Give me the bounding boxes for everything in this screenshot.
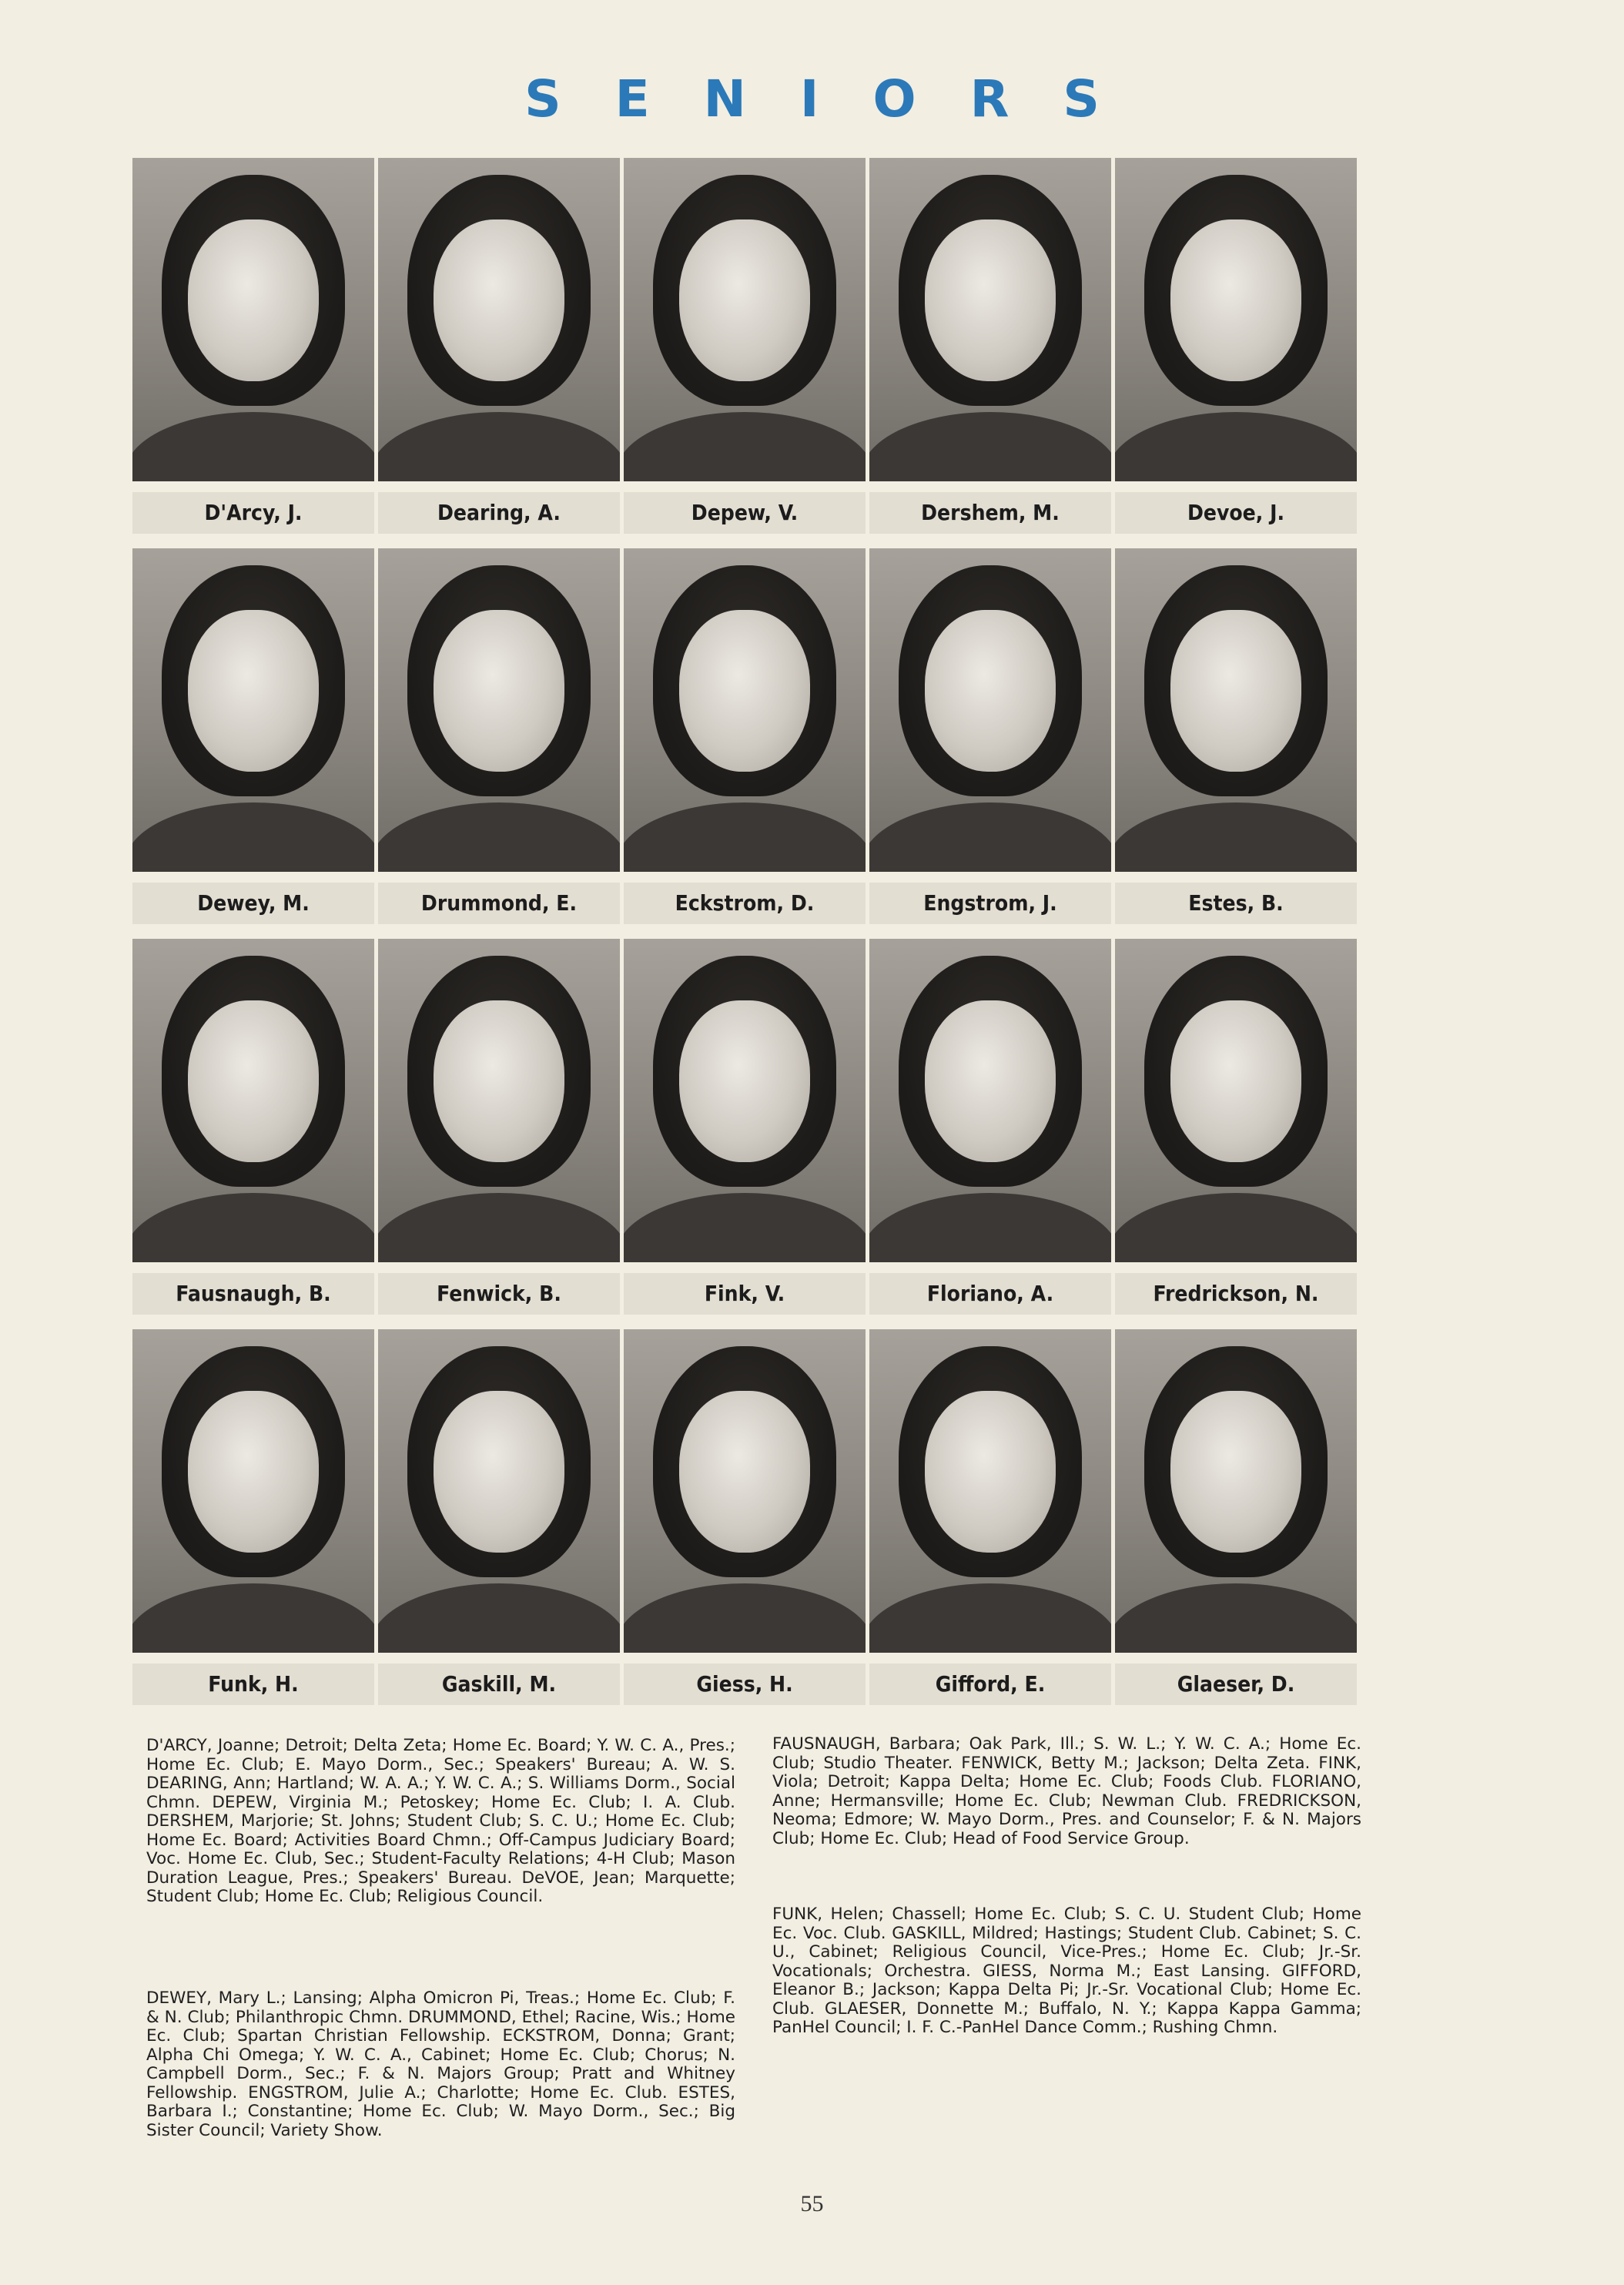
portrait-shoulders bbox=[869, 1193, 1111, 1262]
portrait-row bbox=[132, 1329, 1358, 1720]
portrait-card bbox=[624, 548, 866, 926]
name-caption: Giess, H. bbox=[624, 1663, 866, 1705]
name-caption: Devoe, J. bbox=[1115, 492, 1357, 534]
portrait-photo bbox=[378, 548, 620, 872]
portrait-photo bbox=[1115, 939, 1357, 1262]
portrait-face bbox=[434, 610, 564, 772]
portrait-card bbox=[1115, 939, 1357, 1316]
portrait-face bbox=[434, 1000, 564, 1162]
portrait-photo bbox=[1115, 158, 1357, 481]
portrait-shoulders bbox=[378, 1583, 620, 1653]
portrait-face bbox=[188, 1391, 319, 1553]
portrait-card bbox=[378, 158, 620, 535]
portrait-face bbox=[679, 1000, 810, 1162]
portrait-face bbox=[434, 219, 564, 381]
portrait-shoulders bbox=[869, 1583, 1111, 1653]
name-caption: Dewey, M. bbox=[132, 883, 374, 924]
name-caption: D'Arcy, J. bbox=[132, 492, 374, 534]
portrait-shoulders bbox=[1115, 802, 1357, 872]
portrait-face bbox=[1170, 1391, 1301, 1553]
name-caption: Gaskill, M. bbox=[378, 1663, 620, 1705]
portrait-shoulders bbox=[624, 412, 866, 481]
name-caption: Fausnaugh, B. bbox=[132, 1273, 374, 1315]
portrait-photo bbox=[378, 158, 620, 481]
portrait-card bbox=[869, 158, 1111, 535]
portrait-card bbox=[378, 548, 620, 926]
portrait-face bbox=[925, 1000, 1056, 1162]
portrait-shoulders bbox=[378, 802, 620, 872]
portrait-card bbox=[1115, 158, 1357, 535]
portrait-shoulders bbox=[869, 802, 1111, 872]
name-caption: Funk, H. bbox=[132, 1663, 374, 1705]
name-caption: Glaeser, D. bbox=[1115, 1663, 1357, 1705]
name-caption: Eckstrom, D. bbox=[624, 883, 866, 924]
bio-paragraph: FAUSNAUGH, Barbara; Oak Park, Ill.; S. W. L.; Y. W. C. A.; Home Ec. Club; Studio Theater. FENWICK, Betty M.; Jackson; Delta Zeta. FINK, Viola; Detroit; Kappa Delta; Home Ec. Club; Foods Club. FLORIANO, Anne; Hermansville; Home Ec. Club; Newman Club. FREDRICKSON, Neoma; Edmore; W. Mayo Dorm., Pres. and Counselor; F. & N. Majors Club; Home Ec. Club; Head of Food Service Group. bbox=[772, 1734, 1361, 1848]
portrait-photo bbox=[869, 548, 1111, 872]
portrait-grid bbox=[132, 158, 1358, 1720]
portrait-photo bbox=[378, 939, 620, 1262]
portrait-face bbox=[679, 1391, 810, 1553]
page-number: 55 bbox=[800, 2191, 824, 2216]
name-caption: Fenwick, B. bbox=[378, 1273, 620, 1315]
name-caption: Floriano, A. bbox=[869, 1273, 1111, 1315]
portrait-photo bbox=[1115, 548, 1357, 872]
portrait-card bbox=[624, 158, 866, 535]
portrait-photo bbox=[869, 939, 1111, 1262]
portrait-shoulders bbox=[1115, 1583, 1357, 1653]
portrait-card bbox=[378, 1329, 620, 1707]
portrait-face bbox=[679, 219, 810, 381]
page-title: SENIORS bbox=[524, 69, 1154, 129]
name-caption: Fredrickson, N. bbox=[1115, 1273, 1357, 1315]
portrait-face bbox=[188, 219, 319, 381]
portrait-shoulders bbox=[132, 802, 374, 872]
portrait-card bbox=[132, 158, 374, 535]
portrait-photo bbox=[132, 939, 374, 1262]
name-caption: Estes, B. bbox=[1115, 883, 1357, 924]
portrait-card bbox=[378, 939, 620, 1316]
portrait-photo bbox=[624, 158, 866, 481]
portrait-shoulders bbox=[624, 1193, 866, 1262]
portrait-face bbox=[925, 219, 1056, 381]
portrait-shoulders bbox=[869, 412, 1111, 481]
portrait-face bbox=[188, 610, 319, 772]
name-caption: Dershem, M. bbox=[869, 492, 1111, 534]
portrait-photo bbox=[624, 1329, 866, 1653]
portrait-face bbox=[925, 610, 1056, 772]
name-caption: Dearing, A. bbox=[378, 492, 620, 534]
portrait-photo bbox=[378, 1329, 620, 1653]
name-caption: Depew, V. bbox=[624, 492, 866, 534]
name-caption: Engstrom, J. bbox=[869, 883, 1111, 924]
portrait-photo bbox=[624, 548, 866, 872]
portrait-photo bbox=[1115, 1329, 1357, 1653]
portrait-card bbox=[132, 1329, 374, 1707]
portrait-card bbox=[1115, 548, 1357, 926]
bio-paragraph: D'ARCY, Joanne; Detroit; Delta Zeta; Home Ec. Board; Y. W. C. A., Pres.; Home Ec. Club; E. Mayo Dorm., Sec.; Speakers' Bureau; A. W. S. DEARING, Ann; Hartland; W. A. A.; Y. W. C. A.; S. Williams Dorm., Social Chmn. DEPEW, Virginia M.; Petoskey; Home Ec. Club; I. A. Club. DERSHEM, Marjorie; St. Johns; Student Club; S. C. U.; Home Ec. Club; Home Ec. Board; Activities Board Chmn.; Off-Campus Judiciary Board; Voc. Home Ec. Club, Sec.; Student-Faculty Relations; 4-H Club; Mason Duration League, Pres.; Speakers' Bureau. DeVOE, Jean; Marquette; Student Club; Home Ec. Club; Religious Council. bbox=[146, 1736, 735, 1906]
bio-paragraph: DEWEY, Mary L.; Lansing; Alpha Omicron Pi, Treas.; Home Ec. Club; F. & N. Club; Philanthropic Chmn. DRUMMOND, Ethel; Racine, Wis.; Home Ec. Club; Spartan Christian Fellowship. ECKSTROM, Donna; Grant; Alpha Chi Omega; Y. W. C. A., Cabinet; Home Ec. Club; Chorus; N. Campbell Dorm., Sec.; F. & N. Majors Group; Pratt and Whitney Fellowship. ENGSTROM, Julie A.; Charlotte; Home Ec. Club. ESTES, Barbara I.; Constantine; Home Ec. Club; W. Mayo Dorm., Sec.; Big Sister Council; Variety Show. bbox=[146, 1988, 735, 2140]
portrait-photo bbox=[132, 548, 374, 872]
portrait-face bbox=[1170, 219, 1301, 381]
portrait-face bbox=[1170, 610, 1301, 772]
portrait-photo bbox=[869, 158, 1111, 481]
portrait-photo bbox=[869, 1329, 1111, 1653]
portrait-card bbox=[132, 939, 374, 1316]
portrait-shoulders bbox=[132, 1583, 374, 1653]
portrait-row bbox=[132, 548, 1358, 939]
portrait-shoulders bbox=[132, 1193, 374, 1262]
portrait-card bbox=[624, 939, 866, 1316]
portrait-shoulders bbox=[1115, 412, 1357, 481]
portrait-card bbox=[869, 1329, 1111, 1707]
portrait-photo bbox=[624, 939, 866, 1262]
portrait-row bbox=[132, 939, 1358, 1329]
portrait-card bbox=[869, 939, 1111, 1316]
portrait-row bbox=[132, 158, 1358, 548]
portrait-card bbox=[1115, 1329, 1357, 1707]
portrait-shoulders bbox=[624, 802, 866, 872]
portrait-face bbox=[188, 1000, 319, 1162]
name-caption: Gifford, E. bbox=[869, 1663, 1111, 1705]
bio-paragraph: FUNK, Helen; Chassell; Home Ec. Club; S. C. U. Student Club; Home Ec. Voc. Club. GASKILL, Mildred; Hastings; Student Club. Cabinet; S. C. U., Cabinet; Religious Council, Vice-Pres.; Home Ec. Club; Jr.-Sr. Vocationals; Orchestra. GIESS, Norma M.; East Lansing. GIFFORD, Eleanor B.; Jackson; Kappa Delta Pi; Jr.-Sr. Vocational Club; Home Ec. Club. GLAESER, Donnette M.; Buffalo, N. Y.; Kappa Kappa Gamma; PanHel Council; I. F. C.-PanHel Dance Comm.; Rushing Chmn. bbox=[772, 1905, 1361, 2037]
portrait-shoulders bbox=[132, 412, 374, 481]
portrait-card bbox=[869, 548, 1111, 926]
portrait-photo bbox=[132, 1329, 374, 1653]
name-caption: Drummond, E. bbox=[378, 883, 620, 924]
portrait-face bbox=[679, 610, 810, 772]
name-caption: Fink, V. bbox=[624, 1273, 866, 1315]
portrait-photo bbox=[132, 158, 374, 481]
portrait-card bbox=[624, 1329, 866, 1707]
portrait-face bbox=[434, 1391, 564, 1553]
portrait-face bbox=[1170, 1000, 1301, 1162]
portrait-shoulders bbox=[624, 1583, 866, 1653]
portrait-shoulders bbox=[1115, 1193, 1357, 1262]
portrait-shoulders bbox=[378, 412, 620, 481]
portrait-shoulders bbox=[378, 1193, 620, 1262]
portrait-card bbox=[132, 548, 374, 926]
portrait-face bbox=[925, 1391, 1056, 1553]
